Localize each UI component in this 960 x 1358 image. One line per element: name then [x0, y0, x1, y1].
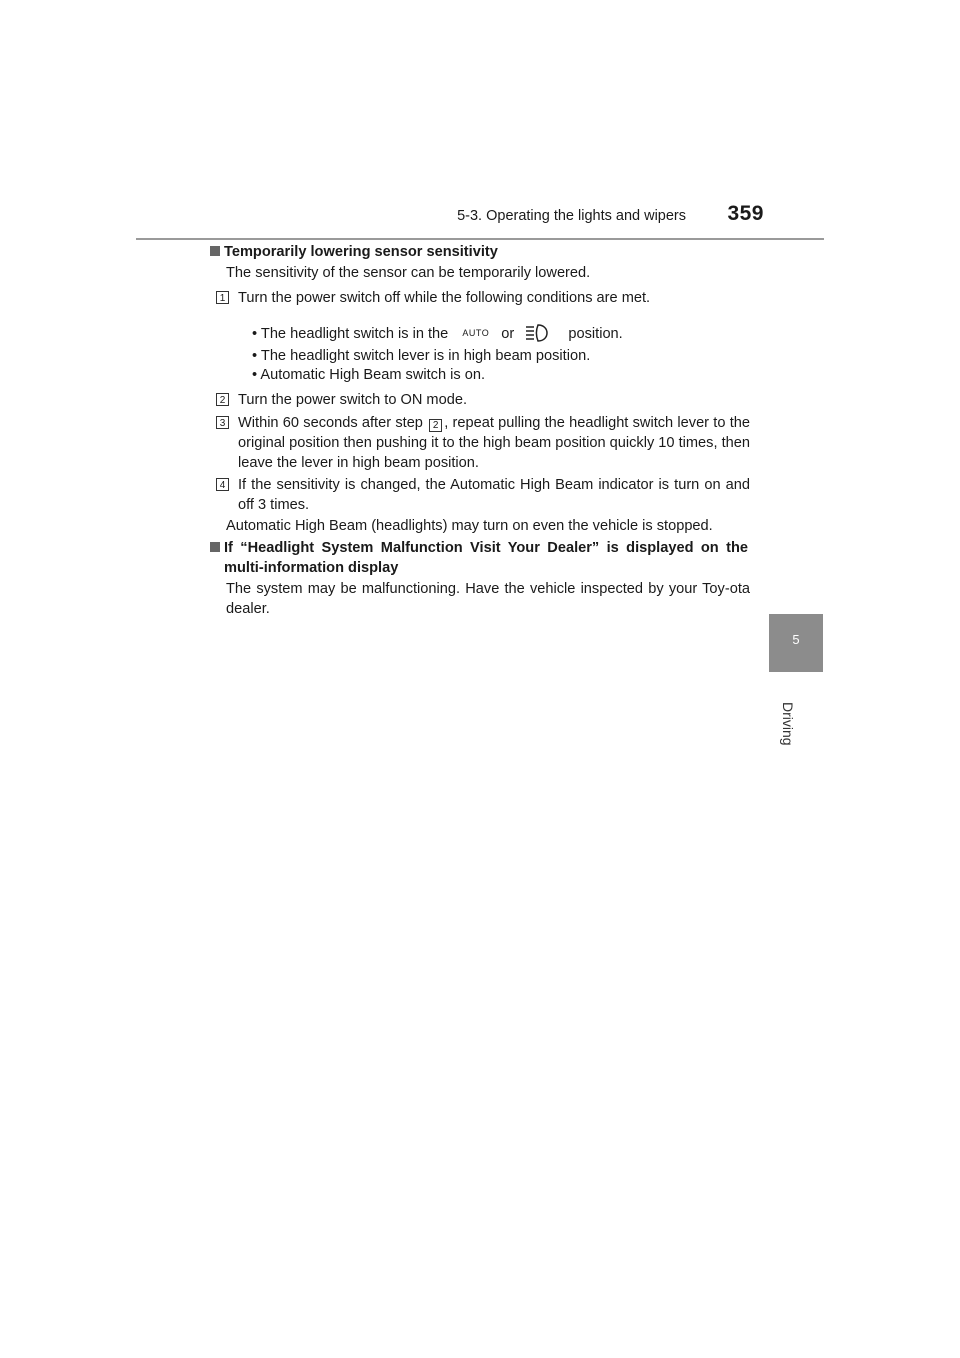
chapter-tab: [769, 614, 823, 672]
step-text: If the sensitivity is changed, the Automatic High Beam indicator is turn on and off 3 times.: [238, 477, 750, 513]
square-bullet-icon: [210, 542, 220, 552]
section-heading-malfunction: If “Headlight System Malfunction Visit Your Dealer” is displayed on the multi-information display: [210, 538, 748, 578]
step-text: Turn the power switch off while the following conditions are met.: [238, 290, 651, 306]
condition-headlight-switch: • The headlight switch is in the AUTO or position.: [252, 323, 752, 344]
step-number-box: 3: [216, 416, 229, 429]
step-number-box: 4: [216, 478, 229, 491]
malfunction-body: The system may be malfunctioning. Have the vehicle inspected by your Toy-ota dealer.: [226, 581, 750, 617]
step-number-box: 2: [216, 393, 229, 406]
auto-icon: AUTO: [462, 328, 490, 338]
step-text: Within 60 seconds after step 2 , repeat pulling the headlight switch lever to the original position then pushing it to the high beam position quickly 10 times, then leave the lever in high beam position.: [238, 415, 751, 471]
headlight-beam-icon: [524, 324, 552, 342]
page-header: [136, 198, 824, 240]
step-number-box: 1: [216, 291, 229, 304]
step-text: Turn the power switch to ON mode.: [238, 392, 467, 408]
section-heading-sensitivity: Temporarily lowering sensor sensitivity: [210, 242, 748, 262]
step-reference: 2: [429, 419, 442, 432]
section-title: 5-3. Operating the lights and wipers: [457, 208, 686, 224]
sensitivity-intro: The sensitivity of the sensor can be temporarily lowered.: [226, 265, 591, 281]
chapter-label: Driving: [780, 702, 796, 746]
condition-ahb-switch: • Automatic High Beam switch is on.: [252, 367, 486, 383]
condition-high-beam-lever: • The headlight switch lever is in high beam position.: [252, 348, 591, 364]
sensitivity-note: Automatic High Beam (headlights) may turn on even the vehicle is stopped.: [226, 518, 713, 534]
page-number: 359: [727, 202, 764, 225]
square-bullet-icon: [210, 246, 220, 256]
chapter-number: 5: [792, 632, 800, 647]
